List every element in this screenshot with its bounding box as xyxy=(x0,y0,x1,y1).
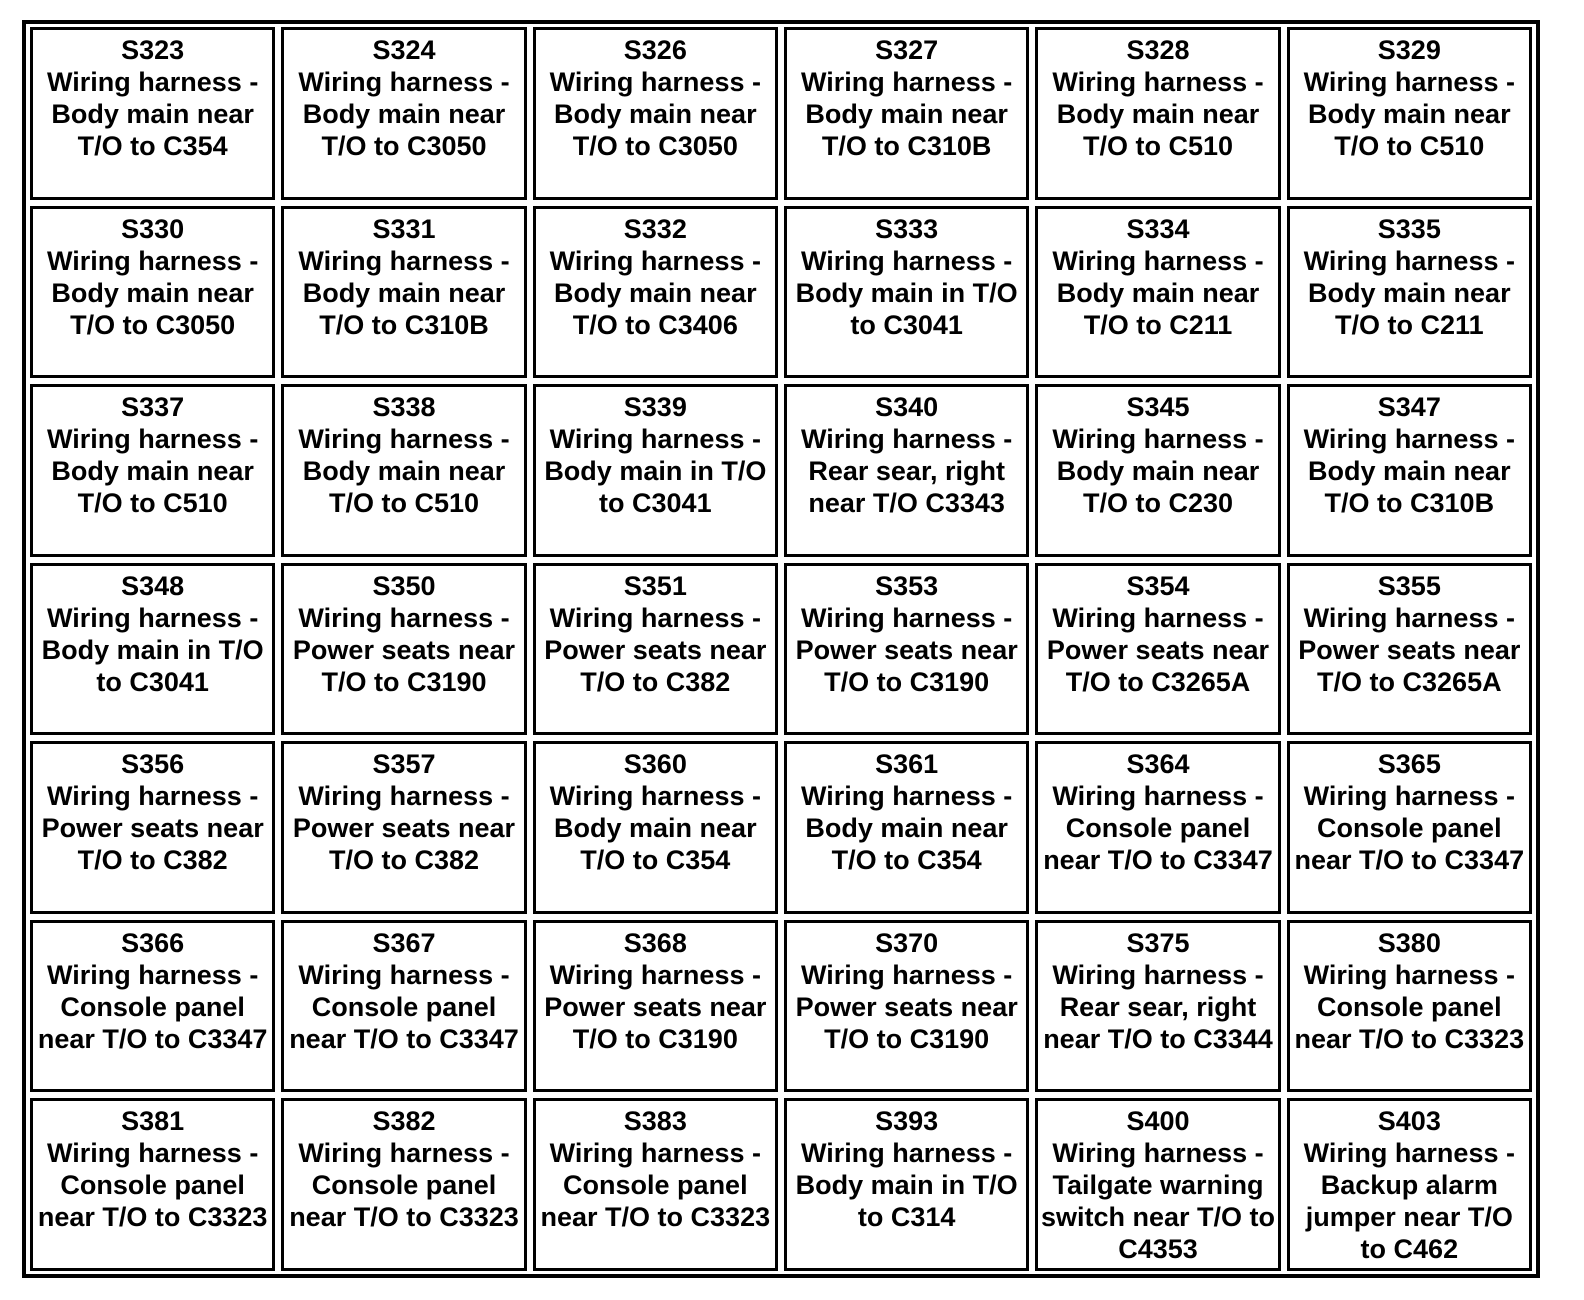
splice-cell xyxy=(281,920,526,1093)
splice-cell xyxy=(533,741,778,914)
splice-cell xyxy=(281,741,526,914)
splice-description: Wiring harness - Body main near T/O to C510 xyxy=(298,424,510,519)
splice-cell xyxy=(784,563,1029,736)
splice-description: Wiring harness - Power seats near T/O to C3190 xyxy=(292,602,516,697)
splice-id: S327 xyxy=(875,35,939,65)
splice-id: S331 xyxy=(372,213,436,244)
splice-description: Wiring harness - Body main near T/O to C3050 xyxy=(549,67,761,161)
splice-id: S332 xyxy=(623,213,687,244)
splice-id: S403 xyxy=(1377,1106,1441,1137)
splice-cell xyxy=(30,384,275,557)
splice-description: Wiring harness - Power seats near T/O to C3190 xyxy=(544,959,767,1054)
splice-cell xyxy=(30,206,275,379)
splice-id: S370 xyxy=(875,927,939,958)
splice-id: S375 xyxy=(1126,927,1190,958)
splice-id: S348 xyxy=(121,570,185,601)
splice-id: S354 xyxy=(1126,570,1190,601)
splice-cell xyxy=(281,206,526,379)
splice-id: S393 xyxy=(875,1106,939,1137)
splice-cell xyxy=(533,563,778,736)
splice-description: Wiring harness - Body main near T/O to C3050 xyxy=(47,245,259,340)
splice-id: S367 xyxy=(372,927,436,958)
splice-description: Wiring harness - Console panel near T/O to C3347 xyxy=(289,959,519,1054)
splice-description: Wiring harness - Console panel near T/O to C3347 xyxy=(1043,781,1273,876)
splice-id: S350 xyxy=(372,570,436,601)
splice-description: Wiring harness - Console panel near T/O to C3323 xyxy=(289,1138,519,1233)
splice-cell xyxy=(1035,27,1280,200)
splice-cell xyxy=(1287,741,1532,914)
splice-cell xyxy=(784,920,1029,1093)
splice-id: S365 xyxy=(1377,749,1441,780)
splice-description: Wiring harness - Backup alarm jumper near T/O to C462 xyxy=(1303,1138,1515,1265)
splice-cell xyxy=(30,741,275,914)
splice-id: S326 xyxy=(623,35,687,65)
splice-description: Wiring harness - Body main near T/O to C211 xyxy=(1303,245,1515,340)
splice-cell xyxy=(1035,920,1280,1093)
splice-cell xyxy=(784,741,1029,914)
splice-id: S353 xyxy=(875,570,939,601)
splice-cell xyxy=(533,27,778,200)
splice-cell xyxy=(1035,1098,1280,1271)
splice-id: S356 xyxy=(121,749,185,780)
splice-description: Wiring harness - Body main near T/O to C510 xyxy=(47,424,259,519)
splice-description: Wiring harness - Body main near T/O to C211 xyxy=(1052,245,1264,340)
splice-id: S347 xyxy=(1377,392,1441,423)
splice-cell xyxy=(533,1098,778,1271)
splice-description: Wiring harness - Body main near T/O to C230 xyxy=(1052,424,1264,519)
splice-cell xyxy=(1287,920,1532,1093)
splice-description: Wiring harness - Body main near T/O to C3406 xyxy=(549,245,761,340)
splice-cell xyxy=(30,920,275,1093)
splice-description: Wiring harness - Console panel near T/O to C3323 xyxy=(540,1138,771,1233)
splice-cell xyxy=(30,563,275,736)
splice-id: S334 xyxy=(1126,213,1190,244)
splice-id: S381 xyxy=(121,1106,185,1137)
splice-cell xyxy=(533,206,778,379)
splice-id: S400 xyxy=(1126,1106,1190,1137)
splice-description: Wiring harness - Power seats near T/O to C3265A xyxy=(1046,602,1270,697)
splice-cell xyxy=(1035,206,1280,379)
splice-id: S368 xyxy=(623,927,687,958)
splice-description: Wiring harness - Rear sear, right near T/O to C3344 xyxy=(1043,959,1273,1054)
splice-cell xyxy=(1287,27,1532,200)
splice-description: Wiring harness - Power seats near T/O to C382 xyxy=(544,602,767,697)
splice-description: Wiring harness - Console panel near T/O to C3323 xyxy=(1294,959,1525,1054)
splice-id: S383 xyxy=(623,1106,687,1137)
splice-cell xyxy=(1287,206,1532,379)
splice-cell xyxy=(1035,384,1280,557)
splice-description: Wiring harness - Console panel near T/O to C3323 xyxy=(37,1138,268,1233)
splice-description: Wiring harness - Body main in T/O to C314 xyxy=(795,1138,1018,1233)
splice-cell xyxy=(281,27,526,200)
splice-description: Wiring harness - Tailgate warning switch near T/O to C4353 xyxy=(1040,1138,1276,1265)
splice-id: S357 xyxy=(372,749,436,780)
splice-description: Wiring harness - Rear sear, right near T/O C3343 xyxy=(801,424,1013,519)
splice-id: S338 xyxy=(372,392,436,423)
splice-grid xyxy=(30,27,1532,1271)
splice-id: S380 xyxy=(1377,927,1441,958)
splice-description: Wiring harness - Power seats near T/O to C3190 xyxy=(795,602,1018,697)
splice-cell xyxy=(1287,563,1532,736)
splice-cell xyxy=(30,27,275,200)
splice-cell xyxy=(281,384,526,557)
splice-id: S360 xyxy=(623,749,687,780)
splice-id: S328 xyxy=(1126,35,1190,65)
splice-cell xyxy=(784,384,1029,557)
splice-description: Wiring harness - Body main in T/O to C3041 xyxy=(795,245,1018,340)
splice-cell xyxy=(533,920,778,1093)
splice-description: Wiring harness - Body main near T/O to C354 xyxy=(47,67,259,161)
splice-description: Wiring harness - Power seats near T/O to C382 xyxy=(292,781,516,876)
splice-cell xyxy=(1035,741,1280,914)
splice-table xyxy=(22,20,1540,1278)
splice-cell xyxy=(1287,384,1532,557)
splice-description: Wiring harness - Body main near T/O to C310B xyxy=(298,245,510,340)
splice-description: Wiring harness - Power seats near T/O to C3190 xyxy=(795,959,1018,1054)
splice-id: S361 xyxy=(875,749,939,780)
splice-id: S324 xyxy=(372,35,436,65)
splice-description: Wiring harness - Console panel near T/O to C3347 xyxy=(37,959,268,1054)
splice-description: Wiring harness - Body main near T/O to C310B xyxy=(801,67,1013,161)
splice-id: S382 xyxy=(372,1106,436,1137)
splice-id: S340 xyxy=(875,392,939,423)
splice-description: Wiring harness - Body main near T/O to C510 xyxy=(1052,67,1264,161)
splice-id: S345 xyxy=(1126,392,1190,423)
splice-id: S355 xyxy=(1377,570,1441,601)
splice-id: S333 xyxy=(875,213,939,244)
splice-description: Wiring harness - Body main near T/O to C354 xyxy=(801,781,1013,876)
splice-id: S366 xyxy=(121,927,185,958)
splice-cell xyxy=(281,563,526,736)
splice-cell xyxy=(1035,563,1280,736)
splice-id: S351 xyxy=(623,570,687,601)
splice-id: S337 xyxy=(121,392,185,423)
splice-cell xyxy=(784,27,1029,200)
splice-cell xyxy=(281,1098,526,1271)
splice-description: Wiring harness - Body main near T/O to C3050 xyxy=(298,67,510,161)
splice-cell xyxy=(30,1098,275,1271)
splice-cell xyxy=(1287,1098,1532,1271)
splice-description: Wiring harness - Console panel near T/O to C3347 xyxy=(1294,781,1525,876)
splice-cell xyxy=(784,1098,1029,1271)
splice-description: Wiring harness - Power seats near T/O to C382 xyxy=(41,781,264,876)
splice-description: Wiring harness - Body main in T/O to C3041 xyxy=(544,424,767,519)
splice-description: Wiring harness - Body main near T/O to C310B xyxy=(1303,424,1515,519)
splice-id: S330 xyxy=(121,213,185,244)
splice-cell xyxy=(784,206,1029,379)
splice-description: Wiring harness - Body main in T/O to C3041 xyxy=(41,602,264,697)
splice-id: S329 xyxy=(1377,35,1441,65)
splice-description: Wiring harness - Body main near T/O to C354 xyxy=(549,781,761,876)
splice-id: S339 xyxy=(623,392,687,423)
splice-id: S364 xyxy=(1126,749,1190,780)
splice-description: Wiring harness - Power seats near T/O to C3265A xyxy=(1298,602,1521,697)
splice-description: Wiring harness - Body main near T/O to C510 xyxy=(1303,67,1515,161)
splice-id: S335 xyxy=(1377,213,1441,244)
splice-id: S323 xyxy=(121,35,185,65)
splice-cell xyxy=(533,384,778,557)
